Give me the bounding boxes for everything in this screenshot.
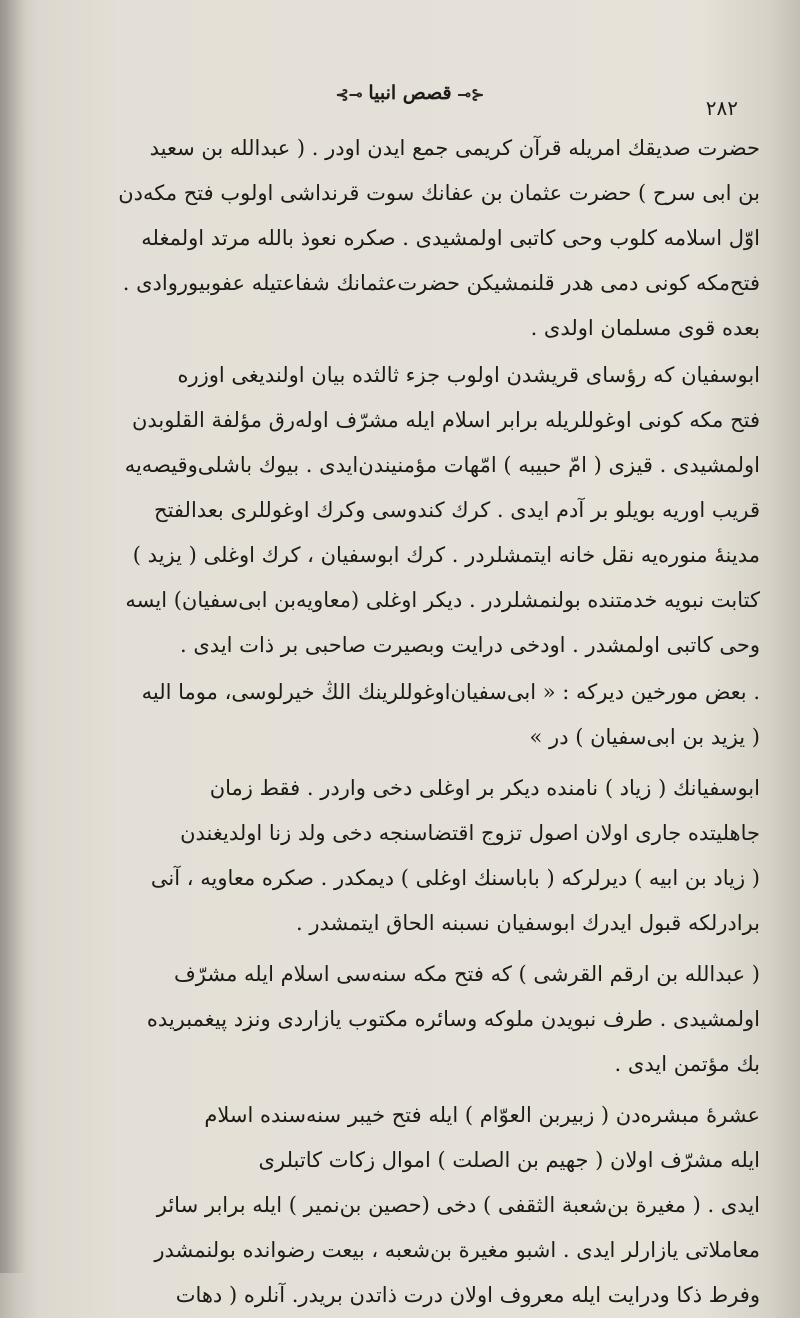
- text-line: جاهليتده جارى اولان اصول تزوج اقتضاسنجه دخى ولد زنا اولديغندن: [180, 821, 760, 845]
- page-number: ٢٨٢: [705, 96, 738, 120]
- text-line: فتح مكه كونى اوغوللريله برابر اسلام ايله مشرّف اوله‌رق مؤلفة القلوبدن: [131, 408, 760, 432]
- text-line: وحى كاتبى اولمشدر . اودخى درايت وبصيرت صاحبى بر ذات ايدى .: [180, 633, 760, 657]
- paragraph-2: [40, 353, 760, 668]
- paragraph-1: [40, 126, 760, 351]
- text-line: بن ابى سرح ) حضرت عثمان بن عفانك سوت قرنداشى اولوب فتح مكه‌دن: [118, 181, 760, 205]
- text-line: معاملاتى يازارلر ايدى . اشبو مغيرة بن‌شعبه ، بيعت رضوانده بولنمشدر: [154, 1238, 760, 1262]
- text-line: اولمشيدى . قيزى ( امّ حبيبه ) امّهات مؤمنيندن‌ايدى . بيوك باشلى‌وقيصه‌يه: [124, 453, 760, 477]
- paragraph-5: [40, 952, 760, 1087]
- text-line: عشرهٔ مبشره‌دن ( زبيربن العوّام ) ايله فتح خيبر سنه‌سنده اسلام: [204, 1103, 760, 1127]
- text-line: ( يزيد بن ابى‌سفيان ) در »: [529, 725, 760, 749]
- text-line: وفرط ذكا ودرايت ايله معروف اولان درت ذاتدن بريدر. آنلره ( دهات: [175, 1283, 760, 1307]
- paragraph-6: [40, 1093, 760, 1318]
- running-title: [60, 82, 760, 104]
- text-line: ابوسفيانك ( زياد ) نامنده ديكر بر اوغلى دخى واردر . فقط زمان: [209, 776, 760, 800]
- paragraph-4: [40, 766, 760, 946]
- page-gutter-shadow: [0, 0, 26, 1273]
- text-line: فتح‌مكه كونى دمى هدر قلنمشيكن حضرت‌عثمانك شفاعتيله عفوبيوروادى .: [122, 271, 760, 295]
- page-body: [40, 126, 760, 1318]
- text-line: بعده قوى مسلمان اولدى .: [530, 316, 760, 340]
- ornament-left-icon: ⊸⊱: [335, 84, 363, 104]
- text-line: . بعض مورخين ديركه : « ابى‌سفيان‌اوغوللرينك الڭ خيرلوسى، موما اليه: [141, 680, 760, 704]
- text-line: ايله مشرّف اولان ( جهيم بن الصلت ) اموال زكات كاتبلرى: [258, 1148, 760, 1172]
- text-line: بك مؤتمن ايدى .: [614, 1052, 760, 1076]
- ornament-right-icon: ⊰⟜: [457, 84, 485, 104]
- page-header: [60, 82, 760, 118]
- text-line: ابوسفيان كه رؤساى قريشدن اولوب جزء ثالثده بيان اولنديغى اوزره: [177, 363, 760, 387]
- text-line: اولمشيدى . طرف نبويدن ملوكه وسائره مكتوب يازاردى ونزد پيغمبريده: [146, 1007, 760, 1031]
- paragraph-3: [40, 670, 760, 760]
- text-line: ( زياد بن ابيه ) ديرلركه ( باباسنك اوغلى ) ديمكدر . صكره معاويه ، آنى: [150, 866, 760, 890]
- running-title-text: قصص انبيا: [368, 82, 452, 104]
- text-line: ( عبدالله بن ارقم القرشى ) كه فتح مكه سنه‌سى اسلام ايله مشرّف: [174, 962, 760, 986]
- text-line: قريب اوريه بويلو بر آدم ايدى . كرك كندوسى وكرك اوغوللرى بعدالفتح: [154, 498, 760, 522]
- text-line: اوّل اسلامه كلوب وحى كاتبى اولمشيدى . صكره نعوذ بالله مرتد اولمغله: [141, 226, 760, 250]
- text-line: حضرت صديقك امريله قرآن كريمى جمع ايدن اودر . ( عبدالله بن سعيد: [149, 136, 760, 160]
- text-line: كتابت نبويه خدمتنده بولنمشلردر . ديكر اوغلى (معاويه‌بن ابى‌سفيان) ايسه: [125, 588, 760, 612]
- text-line: مدينهٔ منوره‌يه نقل خانه ايتمشلردر . كرك ابوسفيان ، كرك اوغلى ( يزيد ): [132, 543, 760, 567]
- text-line: برادرلكه قبول ايدرك ابوسفيان نسبنه الحاق ايتمشدر .: [296, 911, 760, 935]
- text-line: ايدى . ( مغيرة بن‌شعبة الثقفى ) دخى (حصين بن‌نمير ) ايله برابر سائر: [156, 1193, 760, 1217]
